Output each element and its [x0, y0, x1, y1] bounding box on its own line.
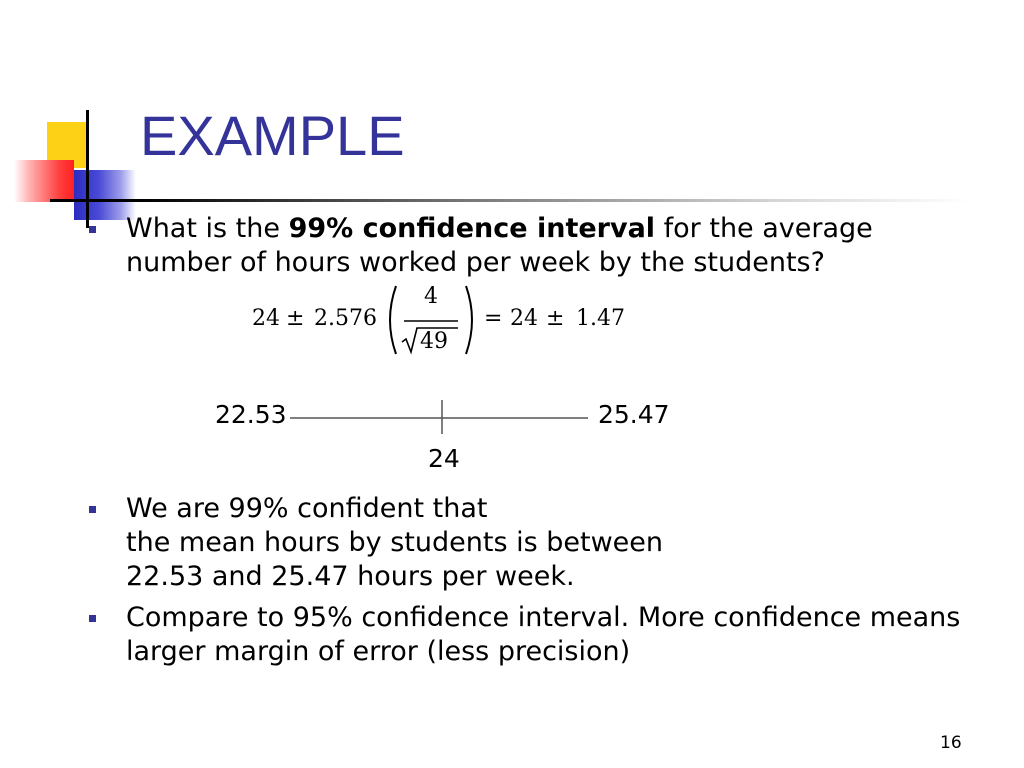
bullet-question-line-1 [126, 212, 873, 246]
formula-equals: = [484, 306, 503, 331]
decorative-red-square [14, 160, 74, 202]
formula-result-plus-minus: ± [546, 306, 565, 331]
comparison-line-1: Compare to 95% confidence interval. More confidence means [126, 602, 961, 633]
bullet-comparison [126, 601, 960, 669]
number-line [288, 398, 592, 438]
formula-denominator: 49 [420, 329, 448, 354]
comparison-line-2: larger margin of error (less precision) [126, 636, 631, 667]
interpretation-line-2: the mean hours by students is between [126, 527, 664, 558]
bullet-marker [89, 226, 96, 233]
interval-upper-bound: 25.47 [598, 400, 670, 429]
formula-result-mean: 24 [510, 306, 538, 331]
bullet-question-line-2: number of hours worked per week by the students? [126, 247, 825, 278]
interval-lower-bound: 22.53 [215, 400, 287, 429]
formula-z-value: 2.576 [314, 306, 377, 331]
question-text-post: for the average [655, 213, 873, 244]
bullet-marker [89, 615, 96, 622]
question-text-bold: 99% confidence interval [288, 213, 656, 244]
page-number: 16 [940, 733, 962, 753]
question-text-pre: What is the [126, 213, 289, 244]
decorative-vertical-line [86, 110, 89, 228]
bullet-question [126, 212, 873, 280]
slide-title: EXAMPLE [140, 104, 405, 167]
right-paren [466, 286, 472, 354]
interpretation-line-1: We are 99% confident that [126, 493, 488, 524]
formula-margin: 1.47 [576, 306, 625, 331]
interval-center: 24 [428, 444, 460, 473]
formula-mean: 24 [252, 306, 280, 331]
formula-numerator: 4 [424, 284, 438, 309]
left-paren [390, 286, 396, 354]
bullet-interpretation [126, 492, 663, 594]
title-underline [50, 199, 970, 202]
interpretation-line-3: 22.53 and 25.47 hours per week. [126, 561, 575, 592]
bullet-marker [89, 506, 96, 513]
formula-plus-minus: ± [286, 306, 305, 331]
